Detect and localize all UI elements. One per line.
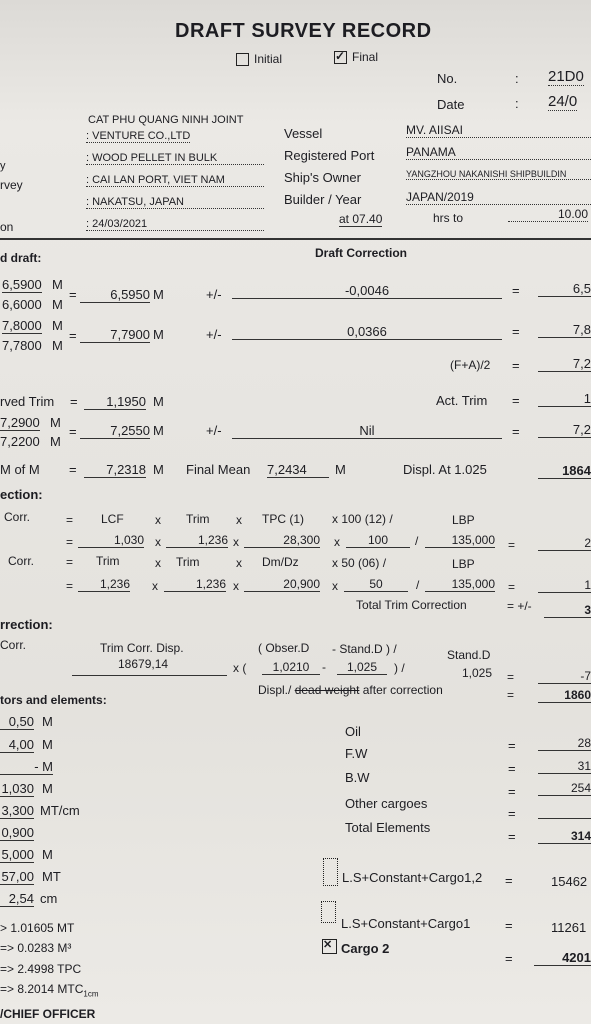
- unit-m: M: [50, 415, 61, 430]
- factor-100-value: 100: [346, 533, 410, 548]
- ballast-water-label: B.W: [345, 770, 370, 785]
- unit-m: M: [153, 462, 164, 477]
- equals-sign: =: [66, 555, 74, 569]
- equals-sign: =: [508, 761, 516, 776]
- lbp-header-2: LBP: [452, 557, 475, 571]
- density-correction-value: -7: [538, 669, 591, 684]
- unit-m: M: [153, 423, 164, 438]
- owner-label: Ship's Owner: [284, 170, 361, 185]
- dmdz-header: Dm/Dz: [262, 555, 299, 569]
- factor-unit: cm: [40, 891, 58, 906]
- unit-m: M: [42, 714, 53, 729]
- displacement-after-correction: 1860: [538, 688, 591, 703]
- equals-sign: =: [70, 394, 78, 409]
- first-corr-result: 2: [538, 536, 591, 551]
- aft-stbd-draft: 7,7800: [2, 338, 42, 353]
- plus-minus: +/-: [206, 327, 222, 342]
- ls-cargo1-label: L.S+Constant+Cargo1: [341, 916, 471, 931]
- hrs-to-label: hrs to: [433, 211, 464, 225]
- factor-value: 1,030: [1, 781, 34, 796]
- fwd-mean-draft: 6,5950: [80, 287, 150, 303]
- trim-corr-disp-value: 18679,14: [118, 657, 169, 671]
- unit-m: M: [153, 287, 164, 302]
- observed-density-label: ( Obser.D: [258, 641, 310, 655]
- aft-draft-correction: 0,0366: [232, 324, 502, 340]
- document-title: DRAFT SURVEY RECORD: [175, 20, 432, 42]
- unit-m: M: [50, 434, 61, 449]
- plus-minus: +/-: [206, 287, 222, 302]
- standard-density-label: - Stand.D ) /: [332, 642, 397, 656]
- fresh-water-label: F.W: [345, 746, 368, 761]
- equals-sign: =: [512, 283, 520, 298]
- open-paren: x (: [233, 661, 247, 675]
- actual-trim-label: Act. Trim: [436, 393, 488, 408]
- equals-sign: =: [66, 535, 74, 549]
- lcf-header: LCF: [101, 512, 124, 526]
- lbp-value: 135,000: [425, 533, 495, 548]
- factor-value: 3,300: [1, 803, 34, 818]
- underline: [72, 675, 227, 676]
- plus-minus: +/-: [206, 423, 222, 438]
- observed-density-value: 1,0210: [262, 660, 320, 675]
- date-value: 24/0: [548, 93, 578, 110]
- final-checkbox[interactable]: [334, 51, 347, 64]
- date-label: Date: [437, 97, 465, 112]
- unit-m: M: [153, 394, 164, 409]
- equals-sign: =: [507, 670, 515, 684]
- trim-value-2: 1,236: [78, 577, 130, 592]
- times-sign: x: [155, 535, 161, 549]
- total-elements-value: 314: [538, 829, 591, 844]
- times-sign: x: [236, 513, 242, 527]
- first-corr-label: Corr.: [4, 510, 31, 524]
- ballast-water-value: 254: [538, 781, 591, 796]
- density-correction-heading: rrection:: [0, 617, 53, 632]
- builder-value: JAPAN/2019: [406, 190, 591, 205]
- company-line1: CAT PHU QUANG NINH JOINT: [88, 114, 244, 126]
- times-sign: x: [155, 513, 161, 527]
- oil-value: 28: [538, 736, 591, 751]
- mean-of-mean-label: M of M: [0, 462, 40, 477]
- final-mean-label: Final Mean: [186, 462, 251, 477]
- observed-trim-label: rved Trim: [0, 394, 55, 409]
- final-mean-value: 7,2434: [267, 462, 329, 478]
- no-label: No.: [437, 71, 458, 86]
- time-to: 10.00: [508, 207, 588, 222]
- mid-stbd-draft: 7,2200: [0, 434, 40, 449]
- cargo-value: : WOOD PELLET IN BULK: [86, 152, 264, 165]
- equals-sign: =: [69, 424, 77, 439]
- factor-value: 0,50: [0, 714, 34, 730]
- unit-m: M: [42, 737, 53, 752]
- mid-port-draft: 7,2900: [0, 415, 40, 430]
- equals-sign: =: [508, 806, 516, 821]
- cut-mark: y: [0, 160, 6, 172]
- equals-sign: =: [508, 784, 516, 799]
- lbp-header: LBP: [452, 513, 475, 527]
- cut-label-on: on: [0, 220, 14, 234]
- minus-sign: -: [322, 660, 326, 674]
- equals-sign: =: [66, 579, 74, 593]
- observed-trim-value: 1,1950: [84, 394, 146, 410]
- equals-sign: =: [66, 513, 74, 527]
- mid-corrected-draft: 7,2: [538, 422, 591, 438]
- times-sign: x: [236, 556, 242, 570]
- displacement-value: 1864: [538, 463, 591, 479]
- no-value: 21D0: [548, 68, 584, 85]
- mid-draft-correction: Nil: [232, 423, 502, 439]
- unit-m: M: [335, 462, 346, 477]
- registered-port-value: PANAMA: [406, 145, 591, 160]
- equals-sign: =: [508, 738, 516, 753]
- factor-value: 57,00: [1, 869, 34, 884]
- factor-50-value: 50: [344, 577, 408, 592]
- equals-sign: =: [512, 358, 520, 373]
- fresh-water-value: 31: [538, 759, 591, 774]
- times-sign: x: [233, 579, 239, 593]
- unit-m: M: [42, 847, 53, 862]
- aft-port-draft: 7,8000: [2, 318, 42, 333]
- factor-value: 2,54: [0, 891, 34, 907]
- factor-100-header: x 100 (12) /: [332, 512, 393, 526]
- displacement-label: Displ. At 1.025: [403, 462, 487, 477]
- trim-corr-disp-label: Trim Corr. Disp.: [100, 641, 184, 655]
- builder-label: Builder / Year: [284, 192, 362, 207]
- factor-value: 5,000: [1, 847, 34, 862]
- close-paren: ) /: [394, 661, 405, 675]
- ls-cargo1-value: 11261: [551, 920, 587, 935]
- factor-unit: MT: [42, 869, 61, 884]
- chief-officer-signature-label: /CHIEF OFFICER: [0, 1007, 96, 1021]
- conversion-3: => 2.4998 TPC: [0, 962, 82, 976]
- equals-sign: =: [512, 424, 520, 439]
- ls-cargo12-label: L.S+Constant+Cargo1,2: [342, 870, 483, 885]
- unit-m: M: [153, 327, 164, 342]
- unit-m: M: [52, 277, 63, 292]
- standard-density-label-2: Stand.D: [447, 648, 491, 662]
- second-corr-label: Corr.: [8, 554, 35, 568]
- trim-value: 1,236: [166, 533, 228, 548]
- oil-label: Oil: [345, 724, 361, 739]
- unit-m: M: [42, 781, 53, 796]
- company-line2: : VENTURE CO.,LTD: [86, 130, 191, 142]
- time-from: at 07.40: [339, 212, 383, 226]
- fa2-label: (F+A)/2: [450, 358, 491, 372]
- times-sign: x: [152, 579, 158, 593]
- equals-sign: =: [508, 538, 516, 552]
- factor-value: 0,900: [1, 825, 34, 840]
- equals-sign: =: [508, 829, 516, 844]
- after-correction-label: Displ./ dead weight after correction: [258, 683, 443, 697]
- slash: /: [415, 534, 419, 548]
- port-value: : CAI LAN PORT, VIET NAM: [86, 174, 264, 187]
- conversion-2: => 0.0283 M³: [0, 941, 72, 955]
- total-trim-correction-label: Total Trim Correction: [356, 598, 467, 612]
- aft-mean-draft: 7,7900: [80, 327, 150, 343]
- ls-cargo12-checkbox[interactable]: [323, 858, 338, 886]
- unit-m: M: [52, 338, 63, 353]
- second-corr-result: 1: [538, 578, 591, 593]
- times-sign: x: [155, 556, 161, 570]
- lcf-value: 1,030: [78, 533, 144, 548]
- unit-m: M: [52, 318, 63, 333]
- date-colon: :: [515, 96, 519, 111]
- fwd-stbd-draft: 6,6000: [2, 297, 42, 312]
- equals-sign: =: [505, 873, 513, 888]
- tpc-value: 28,300: [244, 533, 320, 548]
- cut-label-survey: rvey: [0, 178, 23, 192]
- unit-m: M: [52, 297, 63, 312]
- trim-header: Trim: [186, 512, 210, 526]
- cargo2-value: 4201: [534, 950, 591, 966]
- fwd-draft-correction: -0,0046: [232, 283, 502, 299]
- draft-heading: d draft:: [0, 251, 42, 265]
- density-corr-label: Corr.: [0, 638, 27, 652]
- cargo2-label: Cargo 2: [341, 941, 390, 956]
- times-sign: x: [332, 579, 338, 593]
- total-trim-correction-value: 3: [544, 603, 591, 618]
- section-divider: [0, 238, 591, 240]
- initial-checkbox[interactable]: [236, 53, 249, 66]
- vessel-value: MV. AIISAI: [406, 123, 591, 138]
- factor-value: 4,00: [0, 737, 34, 753]
- standard-density-value: 1,025: [337, 660, 387, 675]
- times-sign: x: [334, 535, 340, 549]
- owner-value: YANGZHOU NAKANISHI SHIPBUILDIN: [406, 169, 591, 180]
- mean-of-mean-value: 7,2318: [84, 462, 146, 478]
- equals-sign: =: [512, 393, 520, 408]
- equals-sign: =: [69, 287, 77, 302]
- trim-value-3: 1,236: [164, 577, 226, 592]
- registered-port-label: Registered Port: [284, 148, 375, 163]
- fwd-corrected-draft: 6,5: [538, 281, 591, 297]
- dmdz-value: 20,900: [244, 577, 320, 592]
- tpc-header: TPC (1): [262, 512, 304, 526]
- mid-mean-draft: 7,2550: [80, 423, 150, 439]
- actual-trim-value: 1: [538, 391, 591, 407]
- equals-sign: =: [512, 324, 520, 339]
- factor-50-header: x 50 (06) /: [332, 556, 387, 570]
- equals-sign: =: [69, 328, 77, 343]
- draft-correction-heading: Draft Correction: [315, 246, 408, 260]
- standard-density-value-2: 1,025: [462, 666, 493, 680]
- other-cargoes-value: [538, 804, 591, 819]
- survey-date-value: : 24/03/2021: [86, 218, 264, 231]
- total-elements-label: Total Elements: [345, 820, 431, 835]
- equals-sign: =: [505, 951, 513, 966]
- discharge-value: : NAKATSU, JAPAN: [86, 196, 264, 209]
- equals-sign: =: [508, 580, 516, 594]
- equals-sign: =: [69, 462, 77, 477]
- ls-cargo1-checkbox[interactable]: [321, 901, 336, 923]
- fa2-value: 7,2: [538, 356, 591, 372]
- conversion-4: => 8.2014 $MTC_{1cm}$: [0, 982, 99, 999]
- trim-header-2: Trim: [96, 554, 120, 568]
- factor-value: - M: [0, 759, 53, 775]
- conversion-1: > 1.01605 MT: [0, 921, 75, 935]
- total-trim-sign: = +/-: [507, 599, 532, 613]
- times-sign: x: [233, 535, 239, 549]
- final-label: Final: [352, 50, 379, 64]
- trim-header-3: Trim: [176, 555, 200, 569]
- equals-sign: =: [507, 688, 515, 702]
- fwd-port-draft: 6,5900: [2, 277, 42, 292]
- no-colon: :: [515, 71, 519, 86]
- equals-sign: =: [505, 918, 513, 933]
- aft-corrected-draft: 7,8: [538, 322, 591, 338]
- lbp-value-2: 135,000: [425, 577, 495, 592]
- ls-cargo12-value: 15462: [551, 874, 588, 889]
- factors-heading: tors and elements:: [0, 693, 107, 707]
- vessel-label: Vessel: [284, 126, 323, 141]
- other-cargoes-label: Other cargoes: [345, 796, 428, 811]
- cargo2-checkbox[interactable]: [322, 939, 337, 954]
- slash: /: [416, 578, 420, 592]
- initial-label: Initial: [254, 52, 283, 66]
- trim-correction-heading: ection:: [0, 487, 43, 502]
- factor-unit: MT/cm: [40, 803, 80, 818]
